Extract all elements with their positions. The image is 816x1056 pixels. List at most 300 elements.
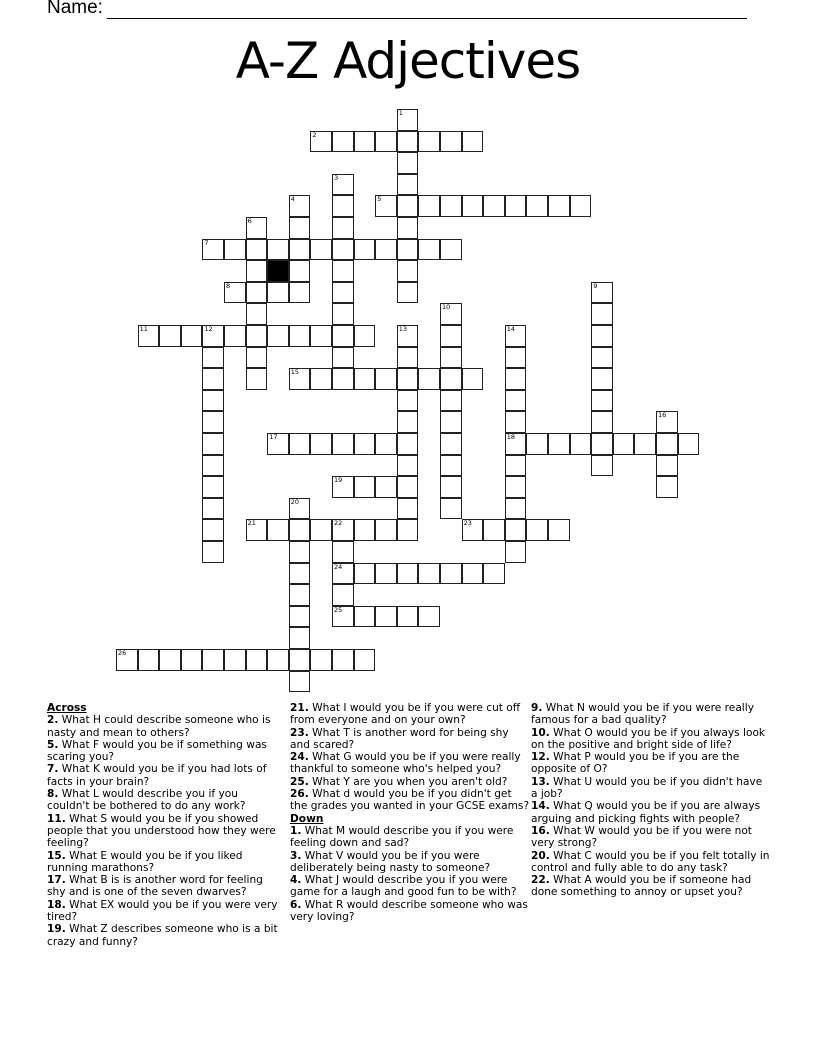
grid-cell[interactable] xyxy=(332,606,354,628)
grid-cell[interactable] xyxy=(440,455,462,477)
clue-number: 10. xyxy=(531,726,550,739)
across-clue xyxy=(290,776,530,788)
clue-text: What E would you be if you liked running marathons? xyxy=(47,849,243,874)
clue-number-label: 18 xyxy=(506,433,516,441)
name-label: Name: xyxy=(47,0,103,18)
grid-cell[interactable] xyxy=(526,433,548,455)
down-clue xyxy=(531,727,771,752)
across-clue xyxy=(47,763,283,788)
grid-cell[interactable] xyxy=(159,649,181,671)
grid-cell[interactable] xyxy=(116,649,138,671)
grid-cell[interactable] xyxy=(397,455,419,477)
grid-cell[interactable] xyxy=(354,368,376,390)
across-clue xyxy=(47,923,283,948)
grid-cell[interactable] xyxy=(397,217,419,239)
grid-cell[interactable] xyxy=(397,519,419,541)
clue-number-label: 14 xyxy=(506,325,516,333)
clue-number: 21. xyxy=(290,702,309,714)
grid-cell[interactable] xyxy=(397,152,419,174)
grid-cell[interactable] xyxy=(440,195,462,217)
grid-cell[interactable] xyxy=(505,368,527,390)
grid-cell[interactable] xyxy=(418,239,440,261)
grid-cell[interactable] xyxy=(397,433,419,455)
clue-text: What O would you be if you always look on the positive and bright side of life? xyxy=(531,726,766,751)
grid-cell[interactable] xyxy=(505,498,527,520)
grid-cell[interactable] xyxy=(310,325,332,347)
grid-cell[interactable] xyxy=(440,368,462,390)
clue-number-label: 8 xyxy=(226,281,231,290)
grid-cell[interactable] xyxy=(289,563,311,585)
grid-cell[interactable] xyxy=(289,195,311,217)
grid-cell[interactable] xyxy=(505,519,527,541)
grid-cell[interactable] xyxy=(548,433,570,455)
grid-cell[interactable] xyxy=(310,519,332,541)
grid-cell[interactable] xyxy=(332,174,354,196)
clue-number-label: 23 xyxy=(463,519,472,528)
grid-cell[interactable] xyxy=(418,606,440,628)
grid-cell[interactable] xyxy=(462,131,484,153)
clue-number-label: 25 xyxy=(334,605,343,614)
grid-cell[interactable] xyxy=(634,433,656,455)
grid-cell[interactable] xyxy=(505,195,527,217)
clue-text: What A would you be if someone had done something to annoy or upset you? xyxy=(531,874,752,899)
grid-cell[interactable] xyxy=(656,411,678,433)
clue-number-label: 10 xyxy=(442,303,451,312)
clue-text: What H could describe someone who is nasty and mean to others? xyxy=(47,714,271,739)
clue-text: What F would you be if something was scaring you? xyxy=(47,738,267,764)
clues-column-2 xyxy=(290,702,530,923)
clue-number: 14. xyxy=(531,800,550,813)
grid-cell[interactable] xyxy=(505,541,527,563)
grid-cell[interactable] xyxy=(332,260,354,282)
grid-cell[interactable] xyxy=(483,195,505,217)
grid-cell[interactable] xyxy=(418,563,440,585)
grid-cell[interactable] xyxy=(267,325,289,347)
grid-cell[interactable] xyxy=(138,649,160,671)
down-clue xyxy=(290,899,530,924)
down-clue xyxy=(290,825,530,850)
clue-number-label: 12 xyxy=(204,325,213,333)
grid-cell[interactable] xyxy=(202,649,224,671)
grid-cell[interactable] xyxy=(332,519,354,541)
grid-cell[interactable] xyxy=(397,606,419,628)
grid-cell[interactable] xyxy=(656,433,678,455)
clue-number: 7. xyxy=(47,763,59,776)
grid-cell[interactable] xyxy=(591,411,613,433)
grid-cell[interactable] xyxy=(332,282,354,304)
grid-cell[interactable] xyxy=(397,109,419,131)
grid-cell[interactable] xyxy=(310,131,332,153)
clue-number: 3. xyxy=(290,849,302,862)
grid-cell[interactable] xyxy=(548,519,570,541)
clue-number: 17. xyxy=(47,874,66,887)
grid-cell[interactable] xyxy=(202,368,224,390)
grid-cell[interactable] xyxy=(310,239,332,261)
clue-number-label: 4 xyxy=(290,195,295,204)
grid-cell[interactable] xyxy=(267,519,289,541)
name-line[interactable] xyxy=(107,1,747,19)
clue-number-label: 1 xyxy=(398,109,403,117)
down-heading: Down xyxy=(290,812,324,825)
across-clue xyxy=(290,788,530,813)
grid-cell[interactable] xyxy=(267,433,289,455)
grid-cell[interactable] xyxy=(332,347,354,369)
grid-cell[interactable] xyxy=(354,325,376,347)
clue-number: 8. xyxy=(47,788,59,801)
across-clue xyxy=(47,813,283,850)
grid-cell[interactable] xyxy=(591,303,613,325)
clue-number: 15. xyxy=(47,849,66,862)
grid-cell[interactable] xyxy=(591,433,613,455)
grid-cell[interactable] xyxy=(202,498,224,520)
grid-cell[interactable] xyxy=(267,649,289,671)
grid-cell[interactable] xyxy=(332,563,354,585)
grid-cell[interactable] xyxy=(310,368,332,390)
clue-number: 2. xyxy=(47,714,59,727)
clue-number-label: 16 xyxy=(658,411,667,420)
down-clue xyxy=(531,751,771,776)
grid-cell[interactable] xyxy=(202,455,224,477)
grid-cell[interactable] xyxy=(397,325,419,347)
grid-cell[interactable] xyxy=(591,282,613,304)
grid-cell[interactable] xyxy=(354,519,376,541)
grid-cell[interactable] xyxy=(202,390,224,412)
clue-number: 11. xyxy=(47,812,66,825)
clue-number-label: 20 xyxy=(290,497,300,506)
grid-cell[interactable] xyxy=(267,239,289,261)
grid-cell[interactable] xyxy=(332,649,354,671)
grid-cell[interactable] xyxy=(246,260,268,282)
grid-cell[interactable] xyxy=(397,174,419,196)
grid-cell[interactable] xyxy=(332,325,354,347)
clue-number: 26. xyxy=(290,788,309,801)
clue-number: 25. xyxy=(290,775,309,788)
clue-text: What EX would you be if you were very tired? xyxy=(47,898,278,924)
grid-cell[interactable] xyxy=(440,325,462,347)
grid-cell[interactable] xyxy=(332,476,354,498)
grid-cell[interactable] xyxy=(332,239,354,261)
clue-number-label: 21 xyxy=(247,519,256,528)
clue-text: What I would you be if you were cut off from everyone and on your own? xyxy=(290,702,521,727)
clue-text: What N would you be if you were really famous for a bad quality? xyxy=(531,702,754,727)
clue-number: 19. xyxy=(47,923,66,936)
clue-text: What W would you be if you were not very strong? xyxy=(531,824,752,850)
page-title: A-Z Adjectives xyxy=(235,32,581,90)
grid-cell[interactable] xyxy=(246,347,268,369)
grid-cell[interactable] xyxy=(375,476,397,498)
grid-cell[interactable] xyxy=(397,476,419,498)
grid-cell[interactable] xyxy=(202,519,224,541)
clue-number: 13. xyxy=(531,775,550,788)
grid-cell[interactable] xyxy=(224,282,246,304)
across-heading: Across xyxy=(47,702,87,714)
grid-cell[interactable] xyxy=(375,519,397,541)
grid-cell[interactable] xyxy=(375,606,397,628)
grid-cell[interactable] xyxy=(526,195,548,217)
clue-number-label: 22 xyxy=(334,519,343,528)
grid-cell[interactable] xyxy=(591,368,613,390)
grid-cell[interactable] xyxy=(397,390,419,412)
down-clue xyxy=(531,776,771,801)
grid-cell[interactable] xyxy=(526,519,548,541)
clue-text: What V would you be if you were deliberately being nasty to someone? xyxy=(290,849,491,874)
clue-text: What Q would you be if you are always arguing and picking fights with people? xyxy=(531,800,761,825)
clue-number: 12. xyxy=(531,751,550,764)
grid-cell[interactable] xyxy=(289,498,311,520)
clue-number-label: 17 xyxy=(269,433,278,441)
grid-cell[interactable] xyxy=(591,347,613,369)
grid-cell[interactable] xyxy=(332,368,354,390)
grid-cell[interactable] xyxy=(289,433,311,455)
clue-number: 23. xyxy=(290,726,309,739)
grid-cell[interactable] xyxy=(289,671,311,693)
grid-cell[interactable] xyxy=(440,239,462,261)
grid-cell[interactable] xyxy=(332,131,354,153)
grid-cell[interactable] xyxy=(289,325,311,347)
grid-cell[interactable] xyxy=(354,606,376,628)
grid-cell[interactable] xyxy=(440,498,462,520)
grid-cell[interactable] xyxy=(483,563,505,585)
grid-cell[interactable] xyxy=(202,476,224,498)
grid-cell[interactable] xyxy=(289,541,311,563)
grid-cell[interactable] xyxy=(505,325,527,347)
grid-cell[interactable] xyxy=(375,563,397,585)
clue-number: 24. xyxy=(290,751,309,764)
clue-text: What C would you be if you felt totally in control and fully able to do any task? xyxy=(531,849,770,874)
grid-cell[interactable] xyxy=(613,433,635,455)
clue-number-label: 6 xyxy=(247,217,252,225)
grid-cell[interactable] xyxy=(440,347,462,369)
clue-text: What L would describe you if you couldn't be bothered to do any work? xyxy=(47,788,246,813)
grid-cell[interactable] xyxy=(354,649,376,671)
grid-cell[interactable] xyxy=(397,347,419,369)
clue-number-label: 7 xyxy=(204,238,209,247)
grid-cell[interactable] xyxy=(246,282,268,304)
grid-cell[interactable] xyxy=(224,649,246,671)
grid-cell[interactable] xyxy=(397,563,419,585)
grid-cell[interactable] xyxy=(332,303,354,325)
clue-number-label: 13 xyxy=(398,325,408,333)
grid-cell[interactable] xyxy=(202,433,224,455)
grid-cell[interactable] xyxy=(332,217,354,239)
grid-cell[interactable] xyxy=(440,303,462,325)
grid-cell[interactable] xyxy=(289,519,311,541)
grid-cell[interactable] xyxy=(375,368,397,390)
grid-cell[interactable] xyxy=(505,476,527,498)
grid-cell[interactable] xyxy=(678,433,700,455)
grid-cell[interactable] xyxy=(289,584,311,606)
grid-cell[interactable] xyxy=(246,239,268,261)
clue-text: What T is another word for being shy and scared? xyxy=(290,726,509,751)
clue-number-label: 19 xyxy=(334,476,343,485)
grid-cell[interactable] xyxy=(656,455,678,477)
grid-cell[interactable] xyxy=(440,433,462,455)
grid-cell[interactable] xyxy=(246,303,268,325)
clue-number-label: 24 xyxy=(334,562,343,571)
grid-cell[interactable] xyxy=(591,390,613,412)
across-clue xyxy=(47,850,283,875)
clue-text: What P would you be if you are the opposite of O? xyxy=(531,751,740,776)
grid-cell[interactable] xyxy=(397,282,419,304)
grid-cell[interactable] xyxy=(354,563,376,585)
grid-cell[interactable] xyxy=(289,606,311,628)
clue-number: 9. xyxy=(531,702,543,714)
grid-cell[interactable] xyxy=(138,325,160,347)
clue-text: What J would describe you if you were game for a laugh and good fun to be with? xyxy=(290,874,517,899)
grid-cell[interactable] xyxy=(505,390,527,412)
grid-cell[interactable] xyxy=(505,455,527,477)
grid-cell[interactable] xyxy=(246,217,268,239)
grid-cell[interactable] xyxy=(462,195,484,217)
grid-cell[interactable] xyxy=(332,541,354,563)
grid-cell[interactable] xyxy=(397,368,419,390)
grid-cell[interactable] xyxy=(397,239,419,261)
clue-number-label: 2 xyxy=(312,130,317,139)
clue-text: What Z describes someone who is a bit crazy and funny? xyxy=(47,923,278,948)
grid-cell[interactable] xyxy=(462,563,484,585)
grid-cell[interactable] xyxy=(397,498,419,520)
grid-cell[interactable] xyxy=(656,476,678,498)
grid-cell[interactable] xyxy=(159,325,181,347)
clue-number: 4. xyxy=(290,874,302,887)
across-clue xyxy=(290,702,530,727)
grid-cell[interactable] xyxy=(246,368,268,390)
grid-cell[interactable] xyxy=(289,649,311,671)
grid-cell[interactable] xyxy=(570,433,592,455)
grid-cell[interactable] xyxy=(462,368,484,390)
grid-cell[interactable] xyxy=(418,368,440,390)
grid-cell[interactable] xyxy=(224,325,246,347)
across-clue xyxy=(47,874,283,899)
grid-cell[interactable] xyxy=(397,411,419,433)
clue-number: 6. xyxy=(290,898,302,911)
down-clue xyxy=(531,702,771,727)
clue-number: 22. xyxy=(531,874,550,887)
grid-cell[interactable] xyxy=(267,282,289,304)
grid-cell[interactable] xyxy=(440,131,462,153)
grid-cell[interactable] xyxy=(289,368,311,390)
grid-cell[interactable] xyxy=(591,455,613,477)
grid-cell[interactable] xyxy=(570,195,592,217)
clue-text: What Y are you when you aren't old? xyxy=(312,775,508,788)
grid-cell[interactable] xyxy=(181,649,203,671)
grid-cell[interactable] xyxy=(354,433,376,455)
grid-cell[interactable] xyxy=(462,519,484,541)
clue-number: 20. xyxy=(531,849,550,862)
grid-cell[interactable] xyxy=(224,239,246,261)
grid-cell[interactable] xyxy=(246,649,268,671)
grid-cell[interactable] xyxy=(289,627,311,649)
grid-cell[interactable] xyxy=(202,325,224,347)
across-clue xyxy=(290,751,530,776)
grid-cell[interactable] xyxy=(289,217,311,239)
grid-cell[interactable] xyxy=(483,519,505,541)
grid-cell[interactable] xyxy=(397,131,419,153)
grid-cell[interactable] xyxy=(289,260,311,282)
down-clue xyxy=(531,800,771,825)
grid-cell[interactable] xyxy=(289,282,311,304)
down-clue xyxy=(290,850,530,875)
across-clue xyxy=(47,714,283,739)
grid-cell[interactable] xyxy=(548,195,570,217)
grid-cell[interactable] xyxy=(440,563,462,585)
grid-cell[interactable] xyxy=(354,131,376,153)
clue-text: What B is is another word for feeling shy and is one of the seven dwarves? xyxy=(47,874,263,899)
clue-text: What d would you be if you didn't get the grades you wanted in your GCSE exams? xyxy=(290,788,530,813)
grid-cell[interactable] xyxy=(332,195,354,217)
clues-column-3 xyxy=(531,702,771,899)
grid-cell[interactable] xyxy=(505,347,527,369)
grid-cell[interactable] xyxy=(202,347,224,369)
grid-cell[interactable] xyxy=(440,390,462,412)
across-clue xyxy=(47,899,283,924)
across-clue xyxy=(290,727,530,752)
grid-cell[interactable] xyxy=(418,195,440,217)
grid-cell[interactable] xyxy=(332,584,354,606)
grid-cell[interactable] xyxy=(505,433,527,455)
grid-cell[interactable] xyxy=(375,433,397,455)
clue-number: 16. xyxy=(531,824,550,837)
black-square xyxy=(267,260,289,282)
grid-cell[interactable] xyxy=(332,433,354,455)
down-clue xyxy=(531,850,771,875)
clue-number: 18. xyxy=(47,898,66,911)
clues-column-1 xyxy=(47,702,283,948)
grid-cell[interactable] xyxy=(354,239,376,261)
clue-number-label: 3 xyxy=(334,173,339,182)
grid-cell[interactable] xyxy=(440,411,462,433)
grid-cell[interactable] xyxy=(202,541,224,563)
grid-cell[interactable] xyxy=(397,260,419,282)
grid-cell[interactable] xyxy=(375,195,397,217)
name-field[interactable] xyxy=(47,0,747,19)
clue-text: What K would you be if you had lots of facts in your brain? xyxy=(47,763,267,788)
grid-cell[interactable] xyxy=(310,649,332,671)
clue-text: What U would you be if you didn't have a job? xyxy=(531,775,763,801)
grid-cell[interactable] xyxy=(354,476,376,498)
grid-cell[interactable] xyxy=(505,411,527,433)
clue-text: What R would describe someone who was very loving? xyxy=(290,898,528,924)
clue-number-label: 26 xyxy=(118,649,127,657)
grid-cell[interactable] xyxy=(310,433,332,455)
down-clue xyxy=(290,874,530,899)
clue-number-label: 11 xyxy=(139,325,148,333)
grid-cell[interactable] xyxy=(289,239,311,261)
clue-text: What M would describe you if you were feeling down and sad? xyxy=(290,824,514,850)
clue-number: 5. xyxy=(47,738,59,751)
grid-cell[interactable] xyxy=(375,131,397,153)
grid-cell[interactable] xyxy=(397,195,419,217)
clue-text: What G would you be if you were really thankful to someone who's helped you? xyxy=(290,751,521,776)
grid-cell[interactable] xyxy=(246,519,268,541)
clue-number: 1. xyxy=(290,824,302,837)
clue-number-label: 5 xyxy=(377,195,382,204)
grid-cell[interactable] xyxy=(591,325,613,347)
grid-cell[interactable] xyxy=(440,476,462,498)
grid-cell[interactable] xyxy=(418,131,440,153)
down-clue xyxy=(531,874,771,899)
grid-cell[interactable] xyxy=(202,411,224,433)
grid-cell[interactable] xyxy=(181,325,203,347)
grid-cell[interactable] xyxy=(375,239,397,261)
clue-text: What S would you be if you showed people that you understood how they were feeling? xyxy=(47,812,276,850)
grid-cell[interactable] xyxy=(246,325,268,347)
grid-cell[interactable] xyxy=(202,239,224,261)
clue-number-label: 9 xyxy=(593,281,598,290)
across-clue xyxy=(47,739,283,764)
down-clue xyxy=(531,825,771,850)
across-clue xyxy=(47,788,283,813)
